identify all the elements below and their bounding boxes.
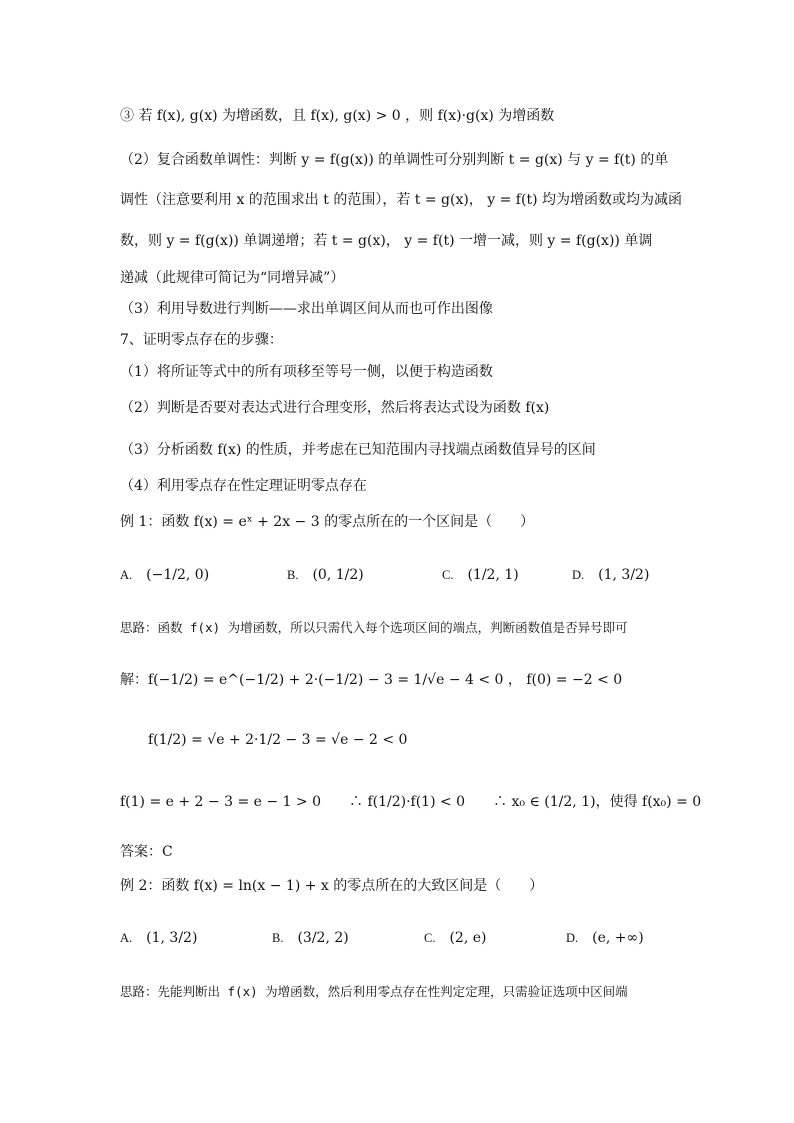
example-2-option-b: B. (3/2, 2) <box>272 930 349 946</box>
example-1-idea: 思路：函数 f(x) 为增函数，所以只需代入每个选项区间的端点，判断函数值是否异号即可 <box>120 620 628 635</box>
example-1-solution-line: f(1) = e + 2 − 3 = e − 1 > 0 ∴ f(1/2)·f(1) < 0 ∴ x₀ ∈ (1/2, 1)，使得 f(x₀) = 0 <box>120 794 702 810</box>
text-line: （2）复合函数单调性：判断 y = f(g(x)) 的单调性可分别判断 t = g(x) 与 y = f(t) 的单 <box>120 152 669 168</box>
text-line: 递减（此规律可简记为“同增异减”） <box>120 270 345 286</box>
example-1-answer: 答案：C <box>120 844 173 860</box>
text-line: 调性（注意要利用 x 的范围求出 t 的范围），若 t = g(x)， y = f(t) 均为增函数或均为减函 <box>120 192 682 208</box>
example-2-question: 例 2：函数 f(x) = ln(x − 1) + x 的零点所在的大致区间是（ ） <box>120 878 544 894</box>
text-line: （2）判断是否要对表达式进行合理变形，然后将表达式设为函数 f(x) <box>120 400 550 416</box>
text-line: （4）利用零点存在性定理证明零点存在 <box>120 478 367 494</box>
text-line: ③ 若 f(x), g(x) 为增函数，且 f(x), g(x) > 0 ，则 f(x)·g(x) 为增函数 <box>120 108 555 124</box>
example-1-option-b: B. (0, 1/2) <box>287 567 364 583</box>
example-2-idea: 思路：先能判断出 f(x) 为增函数，然后利用零点存在性判定定理，只需验证选项中区间端 <box>120 984 628 999</box>
example-2-option-d: D. (e, +∞) <box>566 930 644 946</box>
text-line: （1）将所证等式中的所有项移至等号一侧，以便于构造函数 <box>120 364 493 380</box>
example-2-option-a: A. (1, 3/2) <box>120 930 198 946</box>
example-2-option-c: C. (2, e) <box>424 930 487 946</box>
example-1-question: 例 1：函数 f(x) = eˣ + 2x − 3 的零点所在的一个区间是（ ） <box>120 514 535 530</box>
text-line: （3）分析函数 f(x) 的性质，并考虑在已知范围内寻找端点函数值异号的区间 <box>120 442 596 458</box>
text-line: （3）利用导数进行判断——求出单调区间从而也可作出图像 <box>120 301 493 317</box>
example-1-option-c: C. (1/2, 1) <box>442 567 519 583</box>
example-1-option-d: D. (1, 3/2) <box>572 567 650 583</box>
example-1-solution-line: 解：f(−1/2) = e^(−1/2) + 2·(−1/2) − 3 = 1/√e − 4 < 0 ， f(0) = −2 < 0 <box>120 672 623 688</box>
example-1-solution-line: f(1/2) = √e + 2·1/2 − 3 = √e − 2 < 0 <box>148 732 408 748</box>
example-1-option-a: A. (−1/2, 0) <box>120 567 210 583</box>
section-heading: 7、证明零点存在的步骤： <box>120 332 283 348</box>
text-line: 数，则 y = f(g(x)) 单调递增；若 t = g(x)， y = f(t) 一增一减，则 y = f(g(x)) 单调 <box>120 233 653 249</box>
